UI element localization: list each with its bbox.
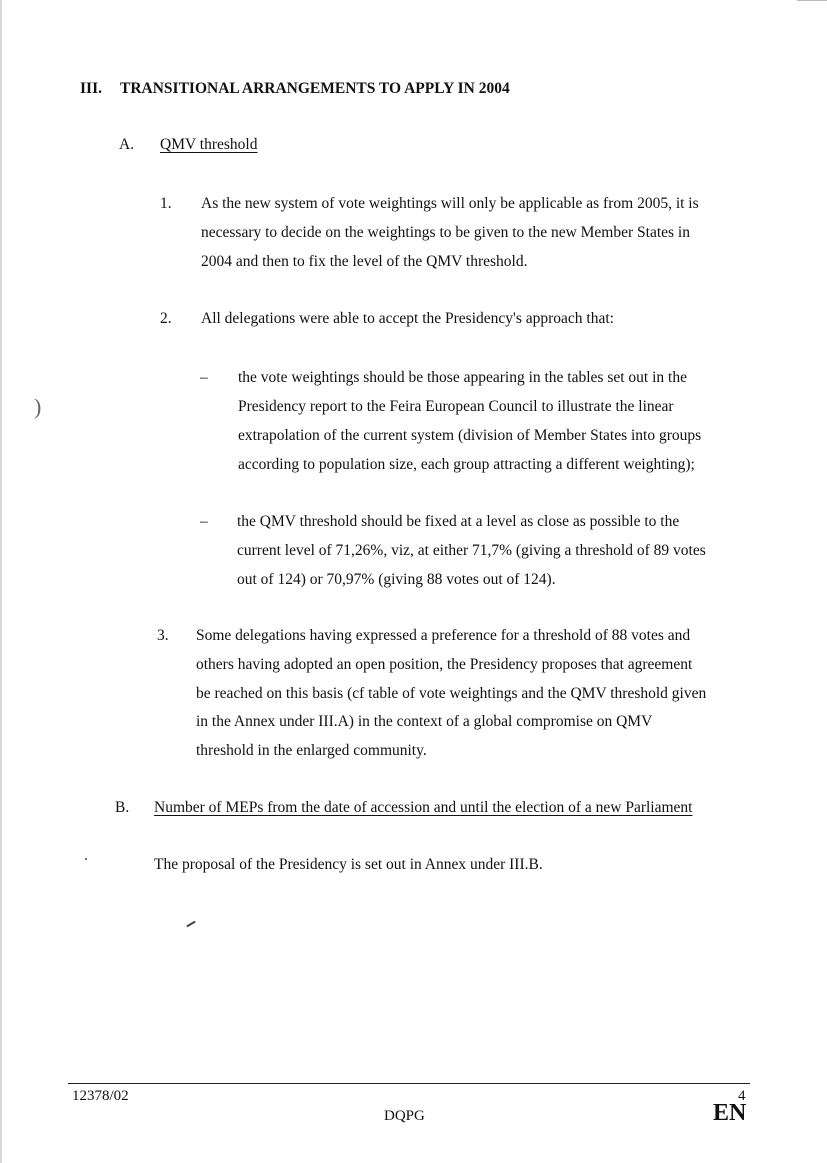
scan-mark: ) [34,394,42,419]
bullet-2-line: the QMV threshold should be fixed at a level as close as possible to the [237,513,680,530]
bullet-2-line: current level of 71,26%, viz, at either 71,7% (giving a threshold of 89 votes [237,542,706,559]
paragraph-2-text: All delegations were able to accept the Presidency's approach that: [201,310,614,327]
paragraph-3-line: in the Annex under III.A) in the context of a global compromise on QMV [196,713,653,730]
paragraph-3-line: threshold in the enlarged community. [196,742,427,759]
footer-rule [68,1083,750,1084]
bullet-2-line: out of 124) or 70,97% (giving 88 votes out of 124). [237,571,556,588]
paragraph-1-line: As the new system of vote weightings will only be applicable as from 2005, it is [201,195,699,212]
bullet-1-line: the vote weightings should be those appearing in the tables set out in the [238,369,687,386]
section-number: III. [80,80,102,97]
scan-edge-top [797,0,827,1]
page-number: 4 [738,1088,746,1104]
paragraph-1-number: 1. [160,195,172,212]
paragraph-2-number: 2. [160,310,172,327]
bullet-1-line: Presidency report to the Feira European Council to illustrate the linear [238,398,674,415]
subsection-a-letter: A. [119,136,135,153]
paragraph-3-line: others having adopted an open position, the Presidency proposes that agreement [196,656,693,673]
bullet-1-line: extrapolation of the current system (division of Member States into groups [238,427,702,444]
language-code: EN [713,1100,747,1126]
scan-edge [0,0,2,1163]
subsection-b-title: Number of MEPs from the date of accession and until the election of a new Parliament [154,799,693,816]
bullet-dash: – [200,513,208,530]
department-code: DQPG [384,1108,425,1124]
subsection-a-title: QMV threshold [160,136,258,153]
bullet-dash: – [200,369,208,386]
section-title: TRANSITIONAL ARRANGEMENTS TO APPLY IN 2004 [120,80,510,97]
bullet-1-line: according to population size, each group attracting a different weighting); [238,456,695,473]
scan-speck [186,921,196,928]
paragraph-1-line: necessary to decide on the weightings to be given to the new Member States in [201,224,690,241]
scan-speck [85,858,87,860]
subsection-b-text: The proposal of the Presidency is set out in Annex under III.B. [154,856,543,873]
subsection-b-letter: B. [115,799,130,816]
paragraph-3-line: be reached on this basis (cf table of vote weightings and the QMV threshold given [196,685,707,702]
document-reference: 12378/02 [72,1088,129,1104]
paragraph-3-number: 3. [157,627,169,644]
paragraph-3-line: Some delegations having expressed a preference for a threshold of 88 votes and [196,627,691,644]
paragraph-1-line: 2004 and then to fix the level of the QMV threshold. [201,253,528,270]
